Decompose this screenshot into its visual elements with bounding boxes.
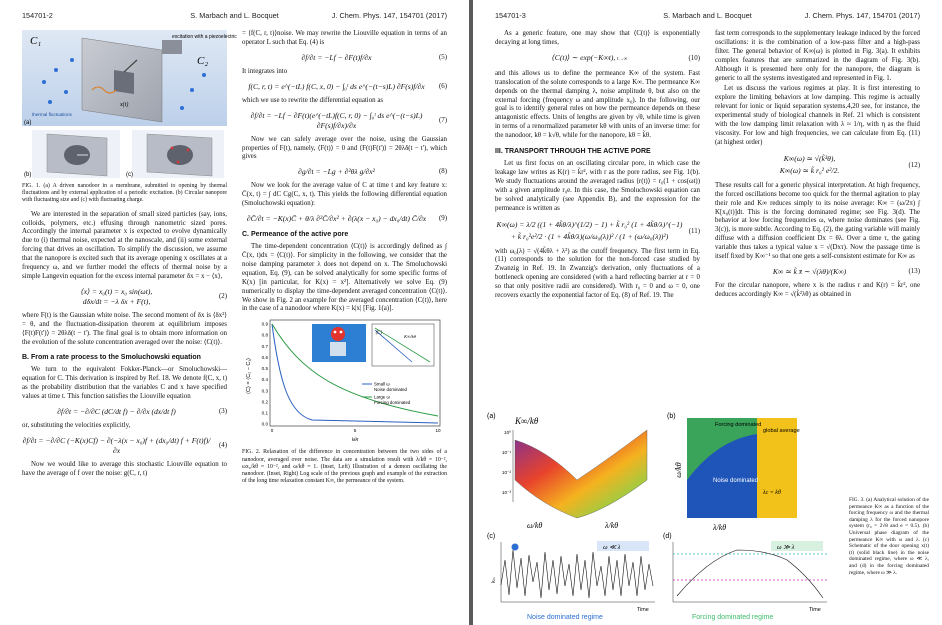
left-page-journal: J. Chem. Phys. 147, 154701 (2017) bbox=[331, 11, 447, 20]
paragraph-generic-feature: As a generic feature, one may show that ⟨C(t)⟩ is exponentially decaying at long times, bbox=[495, 30, 700, 46]
equation-13-body: K∞ ≃ k̃ x̄ ∼ √(λθ)/(K∞) bbox=[772, 266, 847, 276]
fig2-ytick: 0.5 bbox=[261, 366, 268, 372]
fig1-panel-a: (a) bbox=[24, 120, 32, 126]
paragraph-col1-end: Now we would like to average this stochastic Liouville equation to have the average of f over the noise: g(C, r, t) bbox=[22, 461, 227, 477]
fig3-b-global-label: global average bbox=[763, 428, 800, 434]
fig3-c-trace bbox=[501, 550, 653, 598]
fig3-a-ztick: 10⁰ bbox=[504, 430, 511, 435]
equation-9-number: (9) bbox=[438, 215, 447, 223]
fig1-label-excitation: excitation with a piezoelectric bbox=[172, 34, 237, 40]
equation-4 bbox=[22, 436, 227, 456]
fig3-panel-b: (b) bbox=[667, 413, 676, 420]
fig3-a-ztick: 10⁻¹ bbox=[501, 450, 511, 455]
equation-2-number: (2) bbox=[218, 292, 227, 300]
fig3-d-label: ω ≫ λ bbox=[777, 544, 795, 551]
fig2-ytick: 0.2 bbox=[261, 399, 268, 405]
equation-6-body: f(C, r, t) = e^(−tL) f(C, x, 0) − ∫₀ᵗ ds e^(−(t−s)L) ∂F(s)f/∂x bbox=[248, 81, 425, 91]
left-page-authors: S. Marbach and L. Bocquet bbox=[190, 11, 279, 20]
right-page-number: 154701-3 bbox=[495, 11, 526, 20]
fig3-panel-d: (d) bbox=[663, 533, 672, 540]
fig3-panel-a: (a) bbox=[487, 413, 496, 420]
figure-3-graphic bbox=[487, 410, 847, 622]
fig2-ylabel: ⟨C⟩ = ⟨C₂ − C₁⟩ bbox=[246, 358, 252, 395]
equation-8-body: ∂g/∂t = −Lg + ∂²θλ g/∂x² bbox=[298, 167, 375, 177]
right-page-journal: J. Chem. Phys. 147, 154701 (2017) bbox=[804, 11, 920, 20]
right-page-header bbox=[495, 11, 920, 21]
fig3-b-xlabel: λ/kθ bbox=[713, 523, 727, 532]
fig2-ytick: 0.3 bbox=[261, 388, 268, 394]
equation-5-number: (5) bbox=[438, 53, 447, 61]
fig3-panel-c: (c) bbox=[487, 533, 496, 540]
right-page-column-1 bbox=[495, 30, 700, 303]
paragraph-fast-term: fast term corresponds to the supplementary leakage induced by the forced oscillations: it is the combination of a low-pass filter and a high-pass filter. The general behavior of K∞(ω) is plotted in Fig. 3(a). It exhibits complex features that are summarized in the diagram of Fig. 3(b). Although it is presented here only for the nanopore, the diagram is generic to all the systems investigated and represented in Fig. 1. bbox=[715, 30, 920, 82]
paragraph-permeance-def: and this allows us to define the permeance K∞ of the system. Fast translocation of the solute corresponds to a large K∞. The permeance K∞ depends on the thermal damping λ, noise amplitude θ, but also on the external forcing (frequency ω and amplitude x₀). In the following, our goal is to identify general rules on how the permeance depends on these antagonistic effects. Units of lengths are given by √θ, while time is given in terms of a renormalized parameter kθ with units of an inverse time: for the nanodoor, kθ = k√θ, while for the nanopore, kθ = k̃θ. bbox=[495, 69, 700, 140]
paragraph-cutoff: with ω₀(λ) = √(4k̃θλ + λ²) as the cutoff frequency. The first term in Eq. (11) corresponds to the solution for the non-forced case studied by Zwanzig in Ref. 19. In Zwanzig's derivation, only fluctuations of a bottleneck opening are considered (with a hard reflecting barrier at r = 0 so that only positive radii are considered). With r₀ = 0 and ω = 0, one recovers exactly the exponential factor of Eq. (8) of Ref. 19. The bbox=[495, 247, 700, 300]
fig1-panel-b: (b) bbox=[24, 172, 32, 178]
left-page-number: 154701-2 bbox=[22, 11, 53, 20]
fig3-b-ylabel: ω/kθ bbox=[674, 462, 683, 478]
equation-11-number: (11) bbox=[688, 227, 700, 235]
equation-11-line-1: K∞(ω) = λ/2 ((1 + 4k̃θ/λ)^(1/2) − 1) + k̃ r₀² (1 + 4k̃θ/λ)^(−1) bbox=[496, 219, 683, 229]
fig3-b-forcing-label: Forcing dominated bbox=[715, 422, 762, 428]
equation-10-number: (10) bbox=[688, 54, 700, 62]
equation-9 bbox=[242, 214, 447, 224]
fig2-xlabel: kθt bbox=[351, 437, 359, 444]
equation-6 bbox=[242, 82, 447, 92]
fig3-a-ylabel: K∞/kθ bbox=[515, 416, 539, 426]
paragraph-after-eq2: where F(t) is the Gaussian white noise. The second moment of δx is ⟨δx²⟩ = θ, and the fluctuation-dissipation theorem at equilibrium imposes ⟨F(t)F(t')⟩ = 2θλδ(t − t'). The final goal is to obtain more information on the evolution of the solute concentration averaged over the noise: ⟨C(t)⟩. bbox=[22, 311, 227, 346]
equation-11 bbox=[495, 219, 700, 243]
equation-3-body: ∂f/∂t = −∂/∂C (dC/dt f) − ∂/∂x (dx/dt f) bbox=[57, 407, 176, 417]
fig2-ytick: 0.8 bbox=[261, 333, 268, 339]
section-iii-title: III. TRANSPORT THROUGH THE ACTIVE PORE bbox=[495, 148, 651, 156]
fig3-a-surface bbox=[515, 430, 647, 518]
left-page-column-1 bbox=[22, 30, 237, 481]
paragraph-section-iii: Let us first focus on an oscillating circular pore, in which case the leakage law writes as K(r) = k̃r², with r as the pore radius, see Fig. 1(b). We study fluctuations around the averaged radius ⟨r(t)⟩ = r₀(1 + cos(ωt)) with a given amplitude r₀e. In this case, the Smoluchowski equation can be solved analytically (see Appendix B), and the expression for the permeance is written as bbox=[495, 160, 700, 212]
equation-8-number: (8) bbox=[438, 168, 447, 176]
fig3-a-ztick: 10⁻² bbox=[501, 470, 511, 475]
fig3-a-x2: λ/kθ bbox=[605, 521, 619, 530]
left-page-header bbox=[22, 11, 447, 21]
equation-12-line-1: K∞(ω) ≃ √(k̃³θ), bbox=[783, 153, 836, 163]
equation-2 bbox=[22, 287, 227, 307]
fig2-ytick: 0.0 bbox=[261, 421, 268, 427]
figure-2-graphic bbox=[242, 316, 447, 446]
fig1-label-xt: x(t) bbox=[120, 102, 129, 108]
fig2-xtick: 5 bbox=[353, 428, 357, 434]
figure-2-caption: FIG. 2. Relaxation of the difference in concentration between the two sides of a nanodoor, averaged over noise. The data are a simulation result with λ/kθ = 10⁻², ωx₀/kθ = 10⁻², and ω/kθ = 1. (Inset, Left) Illustration of a demon oscillating the nanodoor. (Inset, Right) Log scale of the previous graph and example of the extraction of the long time relaxation constant K∞, the permeance of the system. bbox=[242, 449, 447, 485]
fig2-ytick: 0.6 bbox=[261, 355, 268, 361]
equation-12 bbox=[715, 153, 920, 177]
paragraph-integrates: It integrates into bbox=[242, 67, 288, 75]
equation-9-body: ∂C̄/∂t = −K(x)C̄ + θ/λ ∂²C̄/∂x² + ∂(λ(x − x₀) − dx₀/dt) C̄/∂x bbox=[246, 214, 427, 224]
right-page-column-2 bbox=[715, 30, 920, 302]
equation-3-number: (3) bbox=[218, 408, 227, 416]
equation-13-number: (13) bbox=[908, 267, 920, 275]
right-page-authors: S. Marbach and L. Bocquet bbox=[663, 11, 752, 20]
fig2-inset-label: ⟨C⟩ bbox=[375, 331, 383, 337]
fig3-c-time: Time bbox=[637, 607, 649, 613]
paragraph-rewrite: which we use to rewrite the differential equation as bbox=[242, 96, 384, 104]
equation-8 bbox=[242, 167, 447, 177]
fig2-ytick: 0.1 bbox=[261, 410, 268, 416]
figure-3 bbox=[487, 410, 929, 622]
equation-4-number: (4) bbox=[218, 442, 227, 450]
fig3-b-noise-label: Noise dominated bbox=[713, 478, 759, 484]
fig2-ytick: 0.9 bbox=[261, 321, 268, 327]
equation-10 bbox=[495, 53, 700, 65]
fig2-inset-k: K∞/kθ bbox=[404, 334, 416, 340]
left-page-column-2 bbox=[242, 30, 447, 491]
fig3-a-x1: ω/kθ bbox=[527, 521, 543, 530]
fig1-label-c2: C₂ bbox=[197, 55, 209, 67]
equation-5 bbox=[242, 53, 447, 63]
fig1-label-c1: C₁ bbox=[30, 35, 42, 47]
equation-7-body: ∂f/∂t = −Lf − ∂F(t)(e^(−tL)f(C, r, 0) − ∫₀ᵗ ds e^(−(t−s)L) ∂F(s)f/∂x)/∂x bbox=[250, 110, 423, 130]
section-c-title: C. Permeance of the active pore bbox=[242, 231, 349, 239]
equation-4-body: ∂f/∂t = −∂/∂C (−K(x)Cf) − ∂(−λ(x − x₀)f + (dx₀/dt) f + F(t)f)/∂x bbox=[22, 436, 211, 456]
fig1-label-fluctuations: thermal fluctuations bbox=[32, 112, 72, 117]
paragraph-regimes: Let us discuss the various regimes at play. It is first interesting to explore the limiting behaviors at low damping. This regime is actually relevant for ionic or liquid separation systems,4,20 see, for instance, the experimental study of biological channels in Ref. 21 which is consistent with the low damping limit relaxation with λ ≈ 1/η, with η as the fluid viscosity. For low and high frequencies, we can calculate from Eq. (11) (at highest order) bbox=[715, 85, 920, 146]
figure-3-caption: FIG. 3. (a) Analytical solution of the permeance K∞ as a function of the forcing frequency ω and the thermal damping λ for the forced nanopore system (r₀ = 2√θ and e = 0.5). (b) Universal phase diagram of the permeance K∞ with ω and λ. (c) Schematic of the door opening x(t)(t) (solid black line) in the noise dominated regime, where ω ≪ λ, and (d) in the forcing dominated regime, where ω ≫ λ. bbox=[849, 497, 929, 576]
fig3-c-marker bbox=[512, 544, 519, 551]
figure-1-graphic bbox=[22, 30, 237, 180]
fig2-xtick: 10 bbox=[435, 428, 441, 434]
paragraph-interpretation: These results call for a generic physical interpretation. At high frequency, the forced oscillations become too quick for the thermal agitation to play their role and K∞ reduces simply to its noise average: K∞ = (ω/2π) ∫ K[x₀(t)]dt. This is the forcing dominated regime; see Fig. 3(d). The behavior at low forcing frequencies ω, where noise dominates (see Fig. 3(c)), is more subtle. According to Eq. (2), the gating variable will mainly diffuse with a diffusion coefficient Dx = θλ. Over a time τ, the gating variable thus takes a typical value x = √(Dxτ). Now the passage time is itself fixed by K∞⁻¹ so that one gets a self-consistent estimate for K∞ as bbox=[715, 181, 920, 261]
figure-1 bbox=[22, 30, 237, 205]
equation-7 bbox=[242, 111, 447, 131]
fig1-panel-c: (c) bbox=[126, 172, 133, 178]
fig3-b-lambda-label: λc = kθ bbox=[763, 490, 781, 496]
equation-10-body: ⟨C(t)⟩ ∼ exp(−K∞t), bbox=[551, 52, 616, 62]
fig3-a-ztick: 10⁻³ bbox=[501, 490, 511, 495]
paragraph-intro: We are interested in the separation of small sized particles (say, ions, colloids, polymers, etc.) effusing through nanometric sized pores. Accordingly the internal parameter x is expected to evolve dynamically due to (i) thermal noise, expected at the nanoscale, and (ii) some external forcing that drives an oscillation. To simplify the discussion, we assume that the nanopore is excited such that its average opening x oscillates at a frequency ω, and we further model the effects of thermal noise by a simple Langevin equation for the excess internal parameter δx = x − ⟨x⟩, bbox=[22, 210, 227, 280]
left-page bbox=[0, 0, 469, 625]
fig3-d-time: Time bbox=[809, 607, 821, 613]
equation-7-number: (7) bbox=[438, 116, 447, 124]
fig2-xtick: 0 bbox=[270, 428, 274, 434]
equation-11-line-2: + k̃ r₀²e²/2 · (1 + 4k̃θ/λ)(ω/ω₀(λ))² / (1 + (ω/ω₀(λ))²) bbox=[510, 231, 669, 241]
equation-2-line-2: dδx/dt = −λ δx + F(t), bbox=[82, 296, 151, 306]
right-page bbox=[473, 0, 942, 625]
figure-2 bbox=[242, 316, 447, 485]
equation-12-line-2: K∞(ω) ≃ k̃ r₀² e²/2. bbox=[779, 165, 840, 175]
figure-1-caption: FIG. 1. (a) A driven nanodoor in a membrane, submitted to opening by thermal fluctuations and by external application of a periodic excitation. (b) Circular nanopore with fluctuating size and (c) with fluctuating charge. bbox=[22, 183, 227, 204]
paragraph-look-average: Now we look for the average value of C at time t and key feature x: C̄(x, t) = ∫ dC Cg(C, x, t). This yields the following differential equation (Smoluchowski equation): bbox=[242, 182, 447, 208]
fig2-ytick: 0.7 bbox=[261, 344, 268, 350]
equation-13 bbox=[715, 267, 920, 277]
fig2-legend-large-sub: Forcing dominated bbox=[374, 400, 411, 406]
fig2-legend-small: Small ω bbox=[374, 381, 390, 387]
fig3-c-axis: kₘ bbox=[491, 577, 497, 583]
paragraph-col2-start: = ⟨f(C, r, t)⟩noise. We may rewrite the Liouville equation in terms of an operator L such that Eq. (4) is bbox=[242, 30, 447, 46]
fig3-c-regime: Noise dominated regime bbox=[527, 614, 603, 621]
paragraph-section-b: We turn to the equivalent Fokker-Planck—or Smoluchowski—equation for C. This derivation is inspired by Ref. 18. We denote f(C, x, t) as the probability distribution that the variables C and x have specified values at time t. This function satisfies the Liouville equation bbox=[22, 366, 227, 401]
fig3-d-regime: Forcing dominated regime bbox=[692, 614, 774, 621]
equation-12-number: (12) bbox=[908, 161, 920, 169]
section-b-title: B. From a rate process to the Smoluchowski equation bbox=[22, 354, 201, 362]
paragraph-substitute: or, substituting the velocities explicitly, bbox=[22, 422, 131, 430]
equation-5-body: ∂f/∂t = −Lf − ∂F(t)f/∂x bbox=[301, 52, 372, 62]
equation-2-line-1: ⟨x⟩ = x₀(t) = x₀ sin(ωt), bbox=[80, 286, 153, 296]
paragraph-average: Now we can safely average over the noise, using the Gaussian properties of F(t), namely, ⟨F(t)⟩ = 0 and ⟨F(t)F(t')⟩ = 2θλδ(t − t'), which gives bbox=[242, 135, 447, 161]
equation-6-number: (6) bbox=[438, 82, 447, 90]
fig3-c-label: ω ≪ λ bbox=[603, 544, 621, 551]
fig2-legend-small-sub: Noise dominated bbox=[374, 387, 407, 393]
paragraph-circular: For the circular nanopore, where x is the radius r and K(r) = k̃r², one deduces accordingly K∞ = √(k̃²λθ) as obtained in bbox=[715, 281, 920, 298]
fig2-legend-large: Large ω bbox=[374, 394, 390, 400]
fig3-d-trace bbox=[677, 550, 823, 598]
paragraph-section-c: The time-dependent concentration ⟨C(t)⟩ is accordingly defined as ∫ C̄(x, t)dx = ⟨C(t)⟩. For simplicity in the following, we consider that the noise damping parameter λ does not depend on x. The Smoluchowski equation, Eq. (9), can be solved analytically for some specific forms of K(x) [in particular, for K(x) = x²]. Alternatively we solve Eq. (9) numerically to display the time-dependent averaged concentration ⟨C(t)⟩. We show in Fig. 2 an example for the averaged concentration ⟨C(t)⟩, here in the case of a nanodoor where K(x) = k|x| [Fig. 1(a)]. bbox=[242, 243, 447, 313]
equation-3 bbox=[22, 407, 227, 417]
fig2-ytick: 0.4 bbox=[261, 377, 268, 383]
equation-10-subscript: t→∞ bbox=[617, 56, 628, 62]
